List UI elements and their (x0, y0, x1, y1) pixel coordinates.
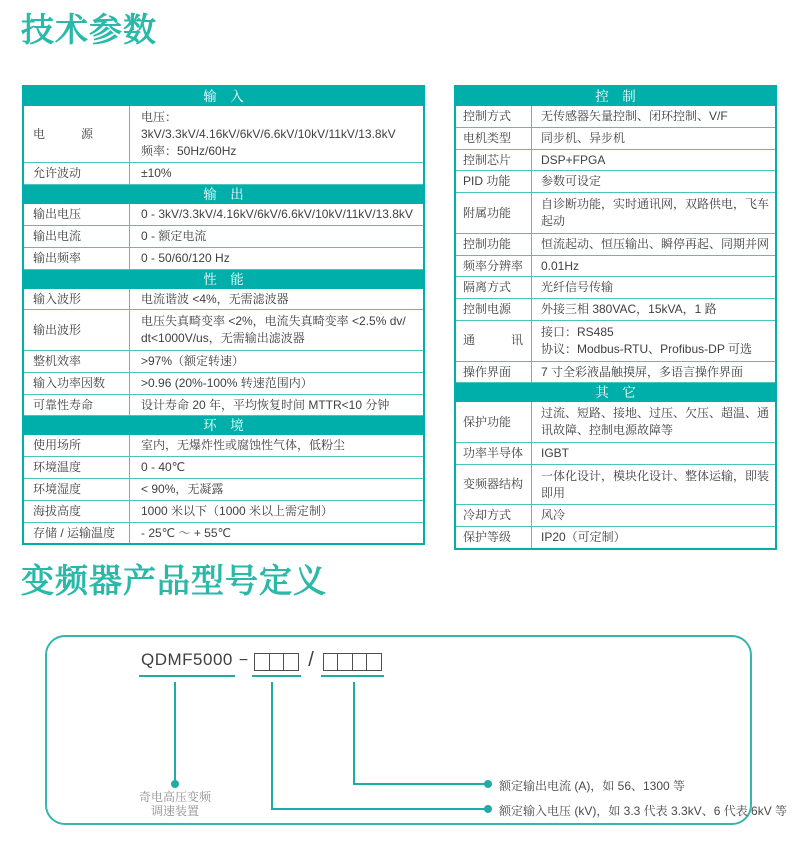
row-label: 电机类型 (456, 128, 532, 149)
table-row (456, 171, 775, 193)
row-label: 保护功能 (456, 402, 532, 442)
connector-line-output-current (353, 682, 355, 785)
row-label: 控制芯片 (456, 150, 532, 171)
table-row (24, 373, 423, 395)
model-code (139, 649, 384, 677)
row-value: 自诊断功能，实时通讯网，双路供电，飞车 起动 (541, 197, 770, 228)
table-row (24, 226, 423, 248)
row-value: 0 - 50/60/120 Hz (141, 250, 230, 265)
current-field-boxes (321, 653, 385, 677)
table-row (456, 106, 775, 128)
row-label: 允许波动 (24, 163, 130, 184)
table-row (456, 505, 775, 527)
row-label: 输出电压 (24, 204, 130, 225)
table-row (456, 443, 775, 465)
row-label: 功率半导体 (456, 443, 532, 464)
row-label: 控制电源 (456, 299, 532, 320)
table-row (456, 277, 775, 299)
input-voltage-label: 额定输入电压 (kV)，如 3.3 代表 3.3kV、6 代表 6kV 等 (499, 804, 788, 818)
row-label: 变频器结构 (456, 465, 532, 505)
row-value: DSP+FPGA (541, 152, 606, 167)
section-header: 控 制 (456, 87, 775, 106)
row-label: 输入功率因数 (24, 373, 130, 394)
table-row (456, 362, 775, 384)
row-label: 环境湿度 (24, 479, 130, 500)
connector-dot-output-current (484, 780, 492, 788)
output-current-label: 额定输出电流 (A)，如 56、1300 等 (499, 779, 686, 793)
model-slash: / (308, 649, 314, 671)
row-value: 同步机、异步机 (541, 130, 626, 145)
table-row (456, 527, 775, 548)
page-title-model-definition: 变频器产品型号定义 (21, 562, 327, 599)
brand-label (115, 790, 235, 818)
row-label: 存储 / 运输温度 (24, 523, 130, 544)
row-label: 冷却方式 (456, 505, 532, 526)
row-value: 0 - 40℃ (141, 460, 186, 475)
table-row (456, 402, 775, 443)
table-row (24, 501, 423, 523)
row-value: 一体化设计，模块化设计、整体运输，即装 即用 (541, 468, 770, 500)
row-label: 频率分辨率 (456, 256, 532, 277)
row-label: 输入波形 (24, 289, 130, 310)
connector-line-output-current-horizontal (353, 783, 488, 785)
table-row (24, 435, 423, 457)
voltage-field-boxes (252, 653, 301, 677)
table-row (456, 128, 775, 150)
table-row (24, 204, 423, 226)
connector-line-input-voltage-horizontal (271, 808, 488, 810)
row-label: 可靠性寿命 (24, 395, 130, 416)
table-row (24, 457, 423, 479)
page-title-tech-params: 技术参数 (21, 11, 157, 48)
row-value: 设计寿命 20 年，平均恢复时间 MTTR<10 分钟 (141, 397, 390, 412)
row-label: 整机效率 (24, 351, 130, 372)
row-label: 控制功能 (456, 234, 532, 255)
row-label: 通 讯 (456, 321, 532, 361)
row-label: 控制方式 (456, 106, 532, 127)
row-label: PID 功能 (456, 171, 532, 192)
table-row (24, 106, 423, 163)
connector-dot-brand (171, 780, 179, 788)
section-header: 输 出 (24, 185, 423, 204)
row-value: IGBT (541, 445, 570, 460)
row-value: 过流、短路、接地、过压、欠压、超温、通 讯故障、控制电源故障等 (541, 406, 770, 438)
row-label: 保护等级 (456, 527, 532, 548)
row-value: 0 - 额定电流 (141, 228, 207, 243)
model-definition-diagram (45, 635, 788, 825)
table-row (24, 479, 423, 501)
spec-table-right (454, 85, 777, 550)
brand-label-line2: 调速装置 (150, 804, 199, 819)
row-value: 电压失真畸变率 <2%，电流失真畸变率 <2.5% dv/ dt<1000V/us，无需输出滤波器 (141, 314, 406, 346)
row-value: - 25℃ ～ + 55℃ (141, 525, 231, 540)
row-label: 电 源 (24, 106, 130, 162)
table-row (24, 289, 423, 311)
row-value: 参数可设定 (541, 174, 602, 189)
row-label: 环境温度 (24, 457, 130, 478)
section-header: 输 入 (24, 87, 423, 106)
row-value: IP20（可定制） (541, 530, 626, 545)
table-row (456, 150, 775, 172)
connector-line-input-voltage (271, 682, 273, 810)
row-value: 接口：RS485 协议：Modbus-RTU、Profibus-DP 可选 (541, 324, 752, 356)
row-value: 无传感器矢量控制、闭环控制、V/F (541, 109, 728, 123)
table-row (24, 310, 423, 351)
row-value: 电流谐波 <4%，无需滤波器 (141, 291, 289, 306)
row-value: 光纤信号传输 (541, 280, 614, 295)
connector-line-brand (174, 682, 176, 782)
row-label: 输出电流 (24, 226, 130, 247)
row-value: ±10% (141, 166, 172, 181)
row-label: 输出频率 (24, 248, 130, 269)
table-row (456, 465, 775, 506)
row-value: 外接三相 380VAC，15kVA，1 路 (541, 302, 717, 317)
table-row (456, 256, 775, 278)
table-row (24, 163, 423, 185)
voltage-field-box (283, 653, 299, 671)
table-row (456, 299, 775, 321)
row-value: 恒流起动、恒压输出、瞬停再起、同期并网 (541, 236, 770, 251)
row-label: 附属功能 (456, 193, 532, 233)
table-row (24, 523, 423, 544)
row-value: >0.96 (20%-100% 转速范围内） (141, 375, 313, 390)
row-value: 7 寸全彩液晶触摸屏，多语言操作界面 (541, 364, 744, 379)
row-value: 1000 米以下（1000 米以上需定制） (141, 503, 334, 518)
spec-table-left (22, 85, 425, 545)
model-dash: − (238, 652, 249, 669)
row-value: 风冷 (541, 508, 566, 523)
model-prefix: QDMF5000 (139, 650, 235, 677)
row-value: 0 - 3kV/3.3kV/4.16kV/6kV/6.6kV/10kV/11kV/13.8kV (141, 207, 413, 222)
section-header: 性 能 (24, 270, 423, 289)
table-row (456, 321, 775, 362)
section-header: 其 它 (456, 383, 775, 402)
row-value: 0.01Hz (541, 258, 580, 273)
row-label: 输出波形 (24, 310, 130, 350)
table-row (456, 234, 775, 256)
section-header: 环 境 (24, 416, 423, 435)
row-label: 隔离方式 (456, 277, 532, 298)
row-label: 海拔高度 (24, 501, 130, 522)
row-value: < 90%，无凝露 (141, 481, 224, 496)
row-value: 室内，无爆炸性或腐蚀性气体，低粉尘 (141, 438, 346, 453)
row-label: 操作界面 (456, 362, 532, 383)
table-row (24, 351, 423, 373)
brand-label-line1: 奇电高压变频 (138, 790, 211, 804)
current-field-box (366, 653, 382, 671)
table-row (24, 248, 423, 270)
row-value: >97%（额定转速） (141, 353, 245, 368)
table-row (456, 193, 775, 234)
row-label: 使用场所 (24, 435, 130, 456)
table-row (24, 395, 423, 417)
row-value: 电压：3kV/3.3kV/4.16kV/6kV/6.6kV/10kV/11kV/13.8kV 频率：50Hz/60Hz (141, 110, 396, 158)
connector-dot-input-voltage (484, 805, 492, 813)
